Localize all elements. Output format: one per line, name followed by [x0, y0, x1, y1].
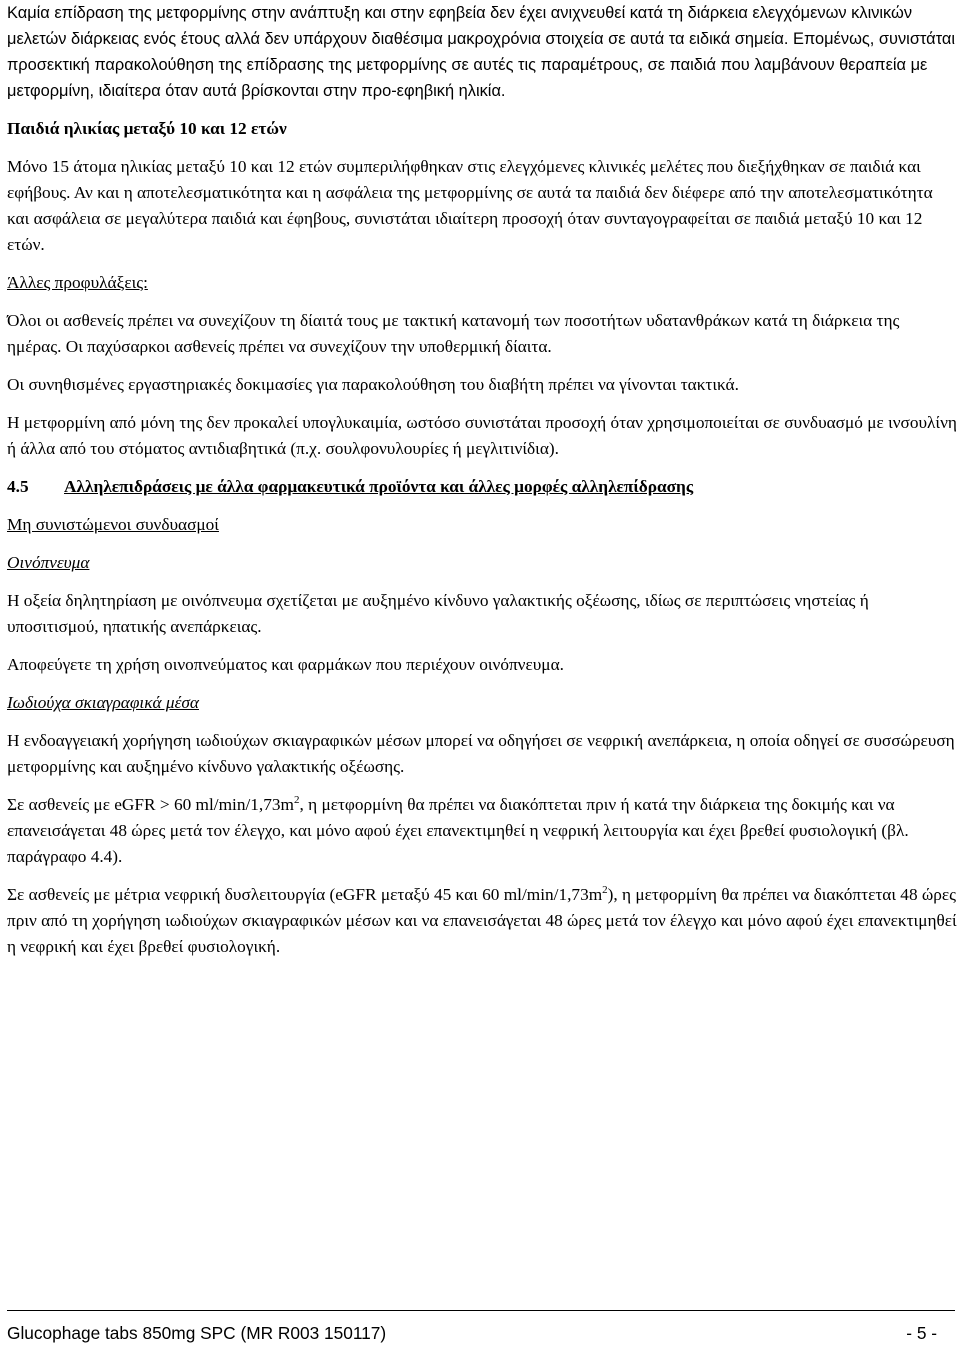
precautions-heading: Άλλες προφυλάξεις:	[7, 273, 148, 292]
contrast-paragraph-2	[7, 792, 957, 870]
intro-text-1: Καμία επίδραση της μετφορμίνης στην ανάπτυξη και στην εφηβεία δεν έχει ανιχνευθεί κατά τη διάρκεια ελεγχόμενων κλινικών μελετών διάρκειας ενός έτους αλλά δεν υπάρχουν διαθέσιμα μακροχρόνια στοιχεία σε αυτά τα ειδικά σημεία.	[7, 4, 913, 48]
section-4-5-heading	[7, 474, 957, 500]
children-heading: Παιδιά ηλικίας μεταξύ 10 και 12 ετών	[7, 119, 287, 138]
alcohol-paragraph-2: Αποφεύγετε τη χρήση οινοπνεύματος και φαρμάκων που περιέχουν οινόπνευμα.	[7, 655, 564, 674]
contrast-p3-superscript: 2	[602, 884, 608, 897]
section-number: 4.5	[7, 477, 29, 496]
intro-paragraph	[7, 0, 957, 104]
section-title: Αλληλεπιδράσεις με άλλα φαρμακευτικά προϊόντα και άλλες μορφές αλληλεπίδρασης	[64, 477, 694, 496]
footer-page-number: - 5 -	[906, 1323, 937, 1343]
precautions-paragraph-3: Η μετφορμίνη από μόνη της δεν προκαλεί υπογλυκαιμία, ωστόσο συνιστάται προσοχή όταν χρησιμοποιείται σε συνδυασμό με ινσουλίνη ή άλλα από του στόματος αντιδιαβητικά (π.χ. σουλφονυλουρίες ή μεγλιτινίδια).	[7, 413, 957, 458]
contrast-p3-text-a: Σε ασθενείς με μέτρια νεφρική δυσλειτουργία (eGFR μεταξύ 45 και 60 ml/min/1,73m	[7, 885, 603, 904]
contrast-p2-text-a: Σε ασθενείς με eGFR > 60 ml/min/1,73m	[7, 795, 294, 814]
children-text-1: Μόνο 15 άτομα ηλικίας μεταξύ 10 και 12 ετών συμπεριλήφθηκαν στις ελεγχόμενες κλινικές μελέτες που διεξήχθηκαν σε παιδιά και εφήβους.	[7, 157, 921, 202]
contrast-p3-text-b: ), η μετφορμίνη θα πρέπει να διακόπτεται 48 ώρες πριν από τη χορήγηση ιωδιούχων σκιαγραφικών μέσων και να επανεισάγεται 48 ώρες μετά τον έλεγχο και μόνο αφού έχει επανεκτιμηθεί η νεφρική και έχει βρεθεί φυσιολογική.	[7, 885, 957, 956]
alcohol-paragraph-1: Η οξεία δηλητηρίαση με οινόπνευμα σχετίζεται με αυξημένο κίνδυνο γαλακτικής οξέωσης, ιδίως σε περιπτώσεις νηστείας ή υποσιτισμού, ηπατικής ανεπάρκειας.	[7, 591, 869, 636]
alcohol-heading: Οινόπνευμα	[7, 553, 90, 572]
contrast-media-heading: Ιωδιούχα σκιαγραφικά μέσα	[7, 693, 199, 712]
contrast-p2-text-b: , η μετφορμίνη θα πρέπει να διακόπτεται πριν ή κατά την διάρκεια της δοκιμής και να επανεισάγεται 48 ώρες μετά τον έλεγχο, και μόνο αφού έχει επανεκτιμηθεί η νεφρική λειτουργία και έχει βρεθεί φυσιολογική (βλ. παράγραφο 4.4).	[7, 795, 909, 866]
not-recommended-heading: Μη συνιστώμενοι συνδυασμοί	[7, 515, 219, 534]
precautions-paragraph-2: Οι συνηθισμένες εργαστηριακές δοκιμασίες για παρακολούθηση του διαβήτη πρέπει να γίνονται τακτικά.	[7, 375, 739, 394]
contrast-p2-superscript: 2	[293, 794, 300, 807]
page-footer	[7, 1310, 955, 1345]
intro-text-2: Επομένως, συνιστάται προσεκτική παρακολούθηση της επίδρασης της μετφορμίνης σε αυτές τις παραμέτρους, σε παιδιά που λαμβάνουν θεραπεία με μετφορμίνη, ιδιαίτερα όταν αυτά βρίσκονται στην προ-εφηβική ηλικία.	[7, 30, 956, 100]
footer-document-id: Glucophage tabs 850mg SPC (MR R003 150117)	[7, 1323, 387, 1343]
contrast-paragraph-3	[7, 882, 957, 960]
precautions-paragraph-1: Όλοι οι ασθενείς πρέπει να συνεχίζουν τη δίαιτά τους με τακτική κατανομή των ποσοτήτων υδατανθράκων κατά τη διάρκεια της ημέρας. Οι παχύσαρκοι ασθενείς πρέπει να συνεχίζουν την υποθερμική δίαιτα.	[7, 311, 900, 356]
children-text-2: Αν και η αποτελεσματικότητα και η ασφάλεια της μετφορμίνης σε αυτά τα παιδιά δεν διέφερε από την αποτελεσματικότητα και ασφάλεια σε μεγαλύτερα παιδιά και έφηβους, συνιστάται ιδιαίτερη προσοχή όταν συνταγογραφείται σε παιδιά μεταξύ 10 και 12 ετών.	[7, 183, 933, 254]
contrast-paragraph-1: Η ενδοαγγειακή χορήγηση ιωδιούχων σκιαγραφικών μέσων μπορεί να οδηγήσει σε νεφρική ανεπάρκεια, η οποία οδηγεί σε συσσώρευση μετφορμίνης και αυξημένο κίνδυνο γαλακτικής οξέωσης.	[7, 731, 955, 776]
children-paragraph	[7, 154, 957, 258]
document-page	[7, 0, 957, 960]
